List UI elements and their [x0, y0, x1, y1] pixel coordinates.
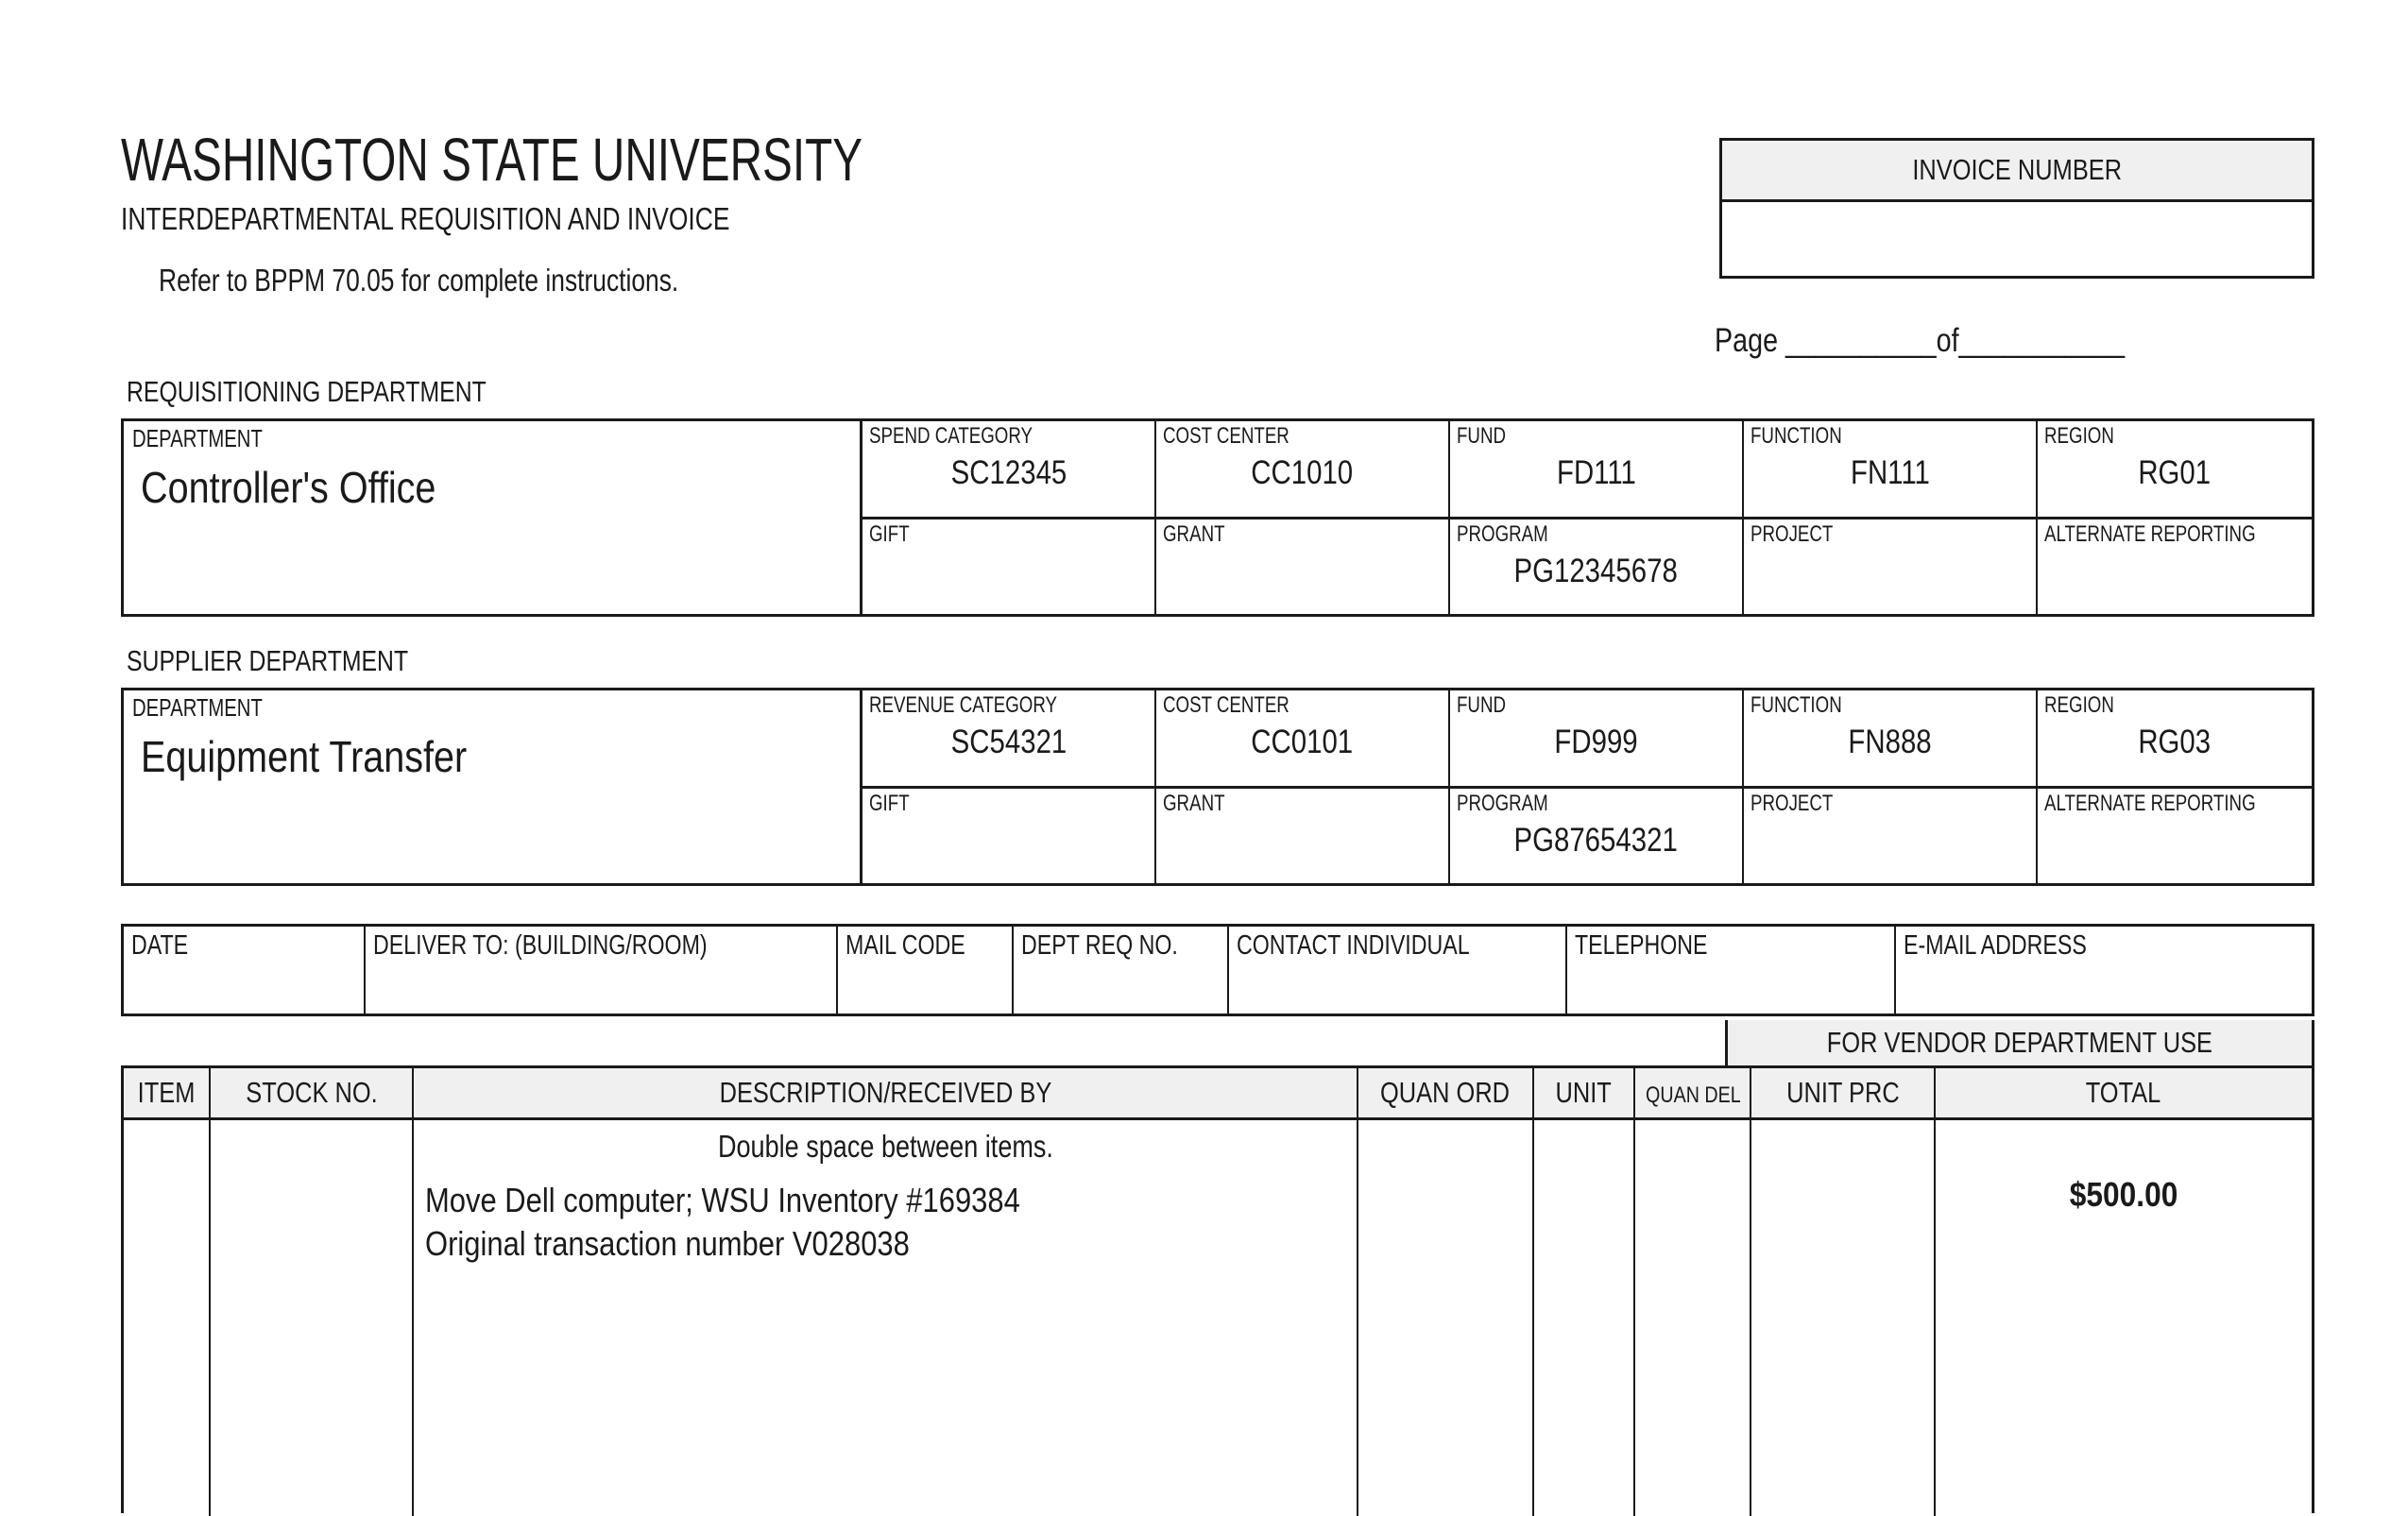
req-field-alternate-reporting[interactable] — [2038, 520, 2312, 615]
cell-total[interactable] — [1936, 1120, 2312, 1516]
req-field-region[interactable] — [2038, 421, 2312, 517]
cell-item[interactable] — [124, 1120, 211, 1516]
requisitioning-department-name-cell[interactable] — [124, 421, 862, 614]
column-header-unit: UNIT — [1534, 1068, 1635, 1117]
supplier-department-caption — [127, 645, 479, 677]
column-header-quan-ord: QUAN ORD — [1358, 1068, 1534, 1117]
supplier-department-value-text: Equipment Transfer — [141, 732, 468, 781]
sup-field-project-label: PROJECT — [1750, 790, 1834, 816]
req-field-fund-label: FUND — [1457, 423, 1506, 449]
field-date[interactable] — [124, 927, 366, 1014]
column-header-unit-prc: UNIT PRC — [1751, 1068, 1936, 1117]
sup-field-fund-value: FD999 — [1554, 724, 1638, 760]
req-field-program-value: PG12345678 — [1513, 552, 1679, 589]
sup-field-cost-center[interactable] — [1156, 690, 1450, 786]
field-deliver-to[interactable] — [366, 927, 838, 1014]
req-field-function-value: FN111 — [1850, 454, 1930, 491]
sup-field-fund[interactable] — [1450, 690, 1744, 786]
field-mail-code[interactable] — [838, 927, 1014, 1014]
field-contact-individual-label: CONTACT INDIVIDUAL — [1237, 930, 1470, 961]
req-field-spend-category[interactable] — [862, 421, 1156, 517]
supplier-department-label — [132, 693, 299, 722]
requisitioning-department-caption — [127, 376, 576, 408]
form-instructions — [159, 262, 1349, 299]
sup-field-function-value: FN888 — [1848, 724, 1932, 760]
req-field-project[interactable] — [1744, 520, 2038, 615]
requisitioning-department-table — [121, 418, 2314, 617]
invoice-number-label — [1722, 141, 2312, 202]
req-field-cost-center[interactable] — [1156, 421, 1450, 517]
req-field-spend-category-label: SPEND CATEGORY — [869, 423, 1033, 449]
sup-field-grant[interactable] — [1156, 789, 1450, 884]
sup-field-project[interactable] — [1744, 789, 2038, 884]
req-field-function[interactable] — [1744, 421, 2038, 517]
req-field-fund-value: FD111 — [1556, 454, 1636, 491]
req-field-gift[interactable] — [862, 520, 1156, 615]
req-field-program-label: PROGRAM — [1457, 520, 1548, 547]
sup-field-gift[interactable] — [862, 789, 1156, 884]
page-number-line-text: Page __________of___________ — [1715, 322, 2126, 359]
sup-field-cost-center-label: COST CENTER — [1163, 692, 1289, 718]
invoice-number-label-text: INVOICE NUMBER — [1912, 153, 2122, 186]
invoice-number-box — [1719, 138, 2314, 279]
field-deliver-to-label: DELIVER TO: (BUILDING/ROOM) — [373, 930, 708, 961]
line-item-table — [121, 1065, 2314, 1513]
supplier-department-table — [121, 688, 2314, 886]
sup-field-region-label: REGION — [2044, 692, 2114, 718]
req-field-project-value — [1744, 552, 2036, 591]
cell-quan-del[interactable] — [1635, 1120, 1751, 1516]
vendor-department-use-band — [1725, 1020, 2314, 1065]
sup-field-alternate-reporting-label: ALTERNATE REPORTING — [2044, 790, 2256, 816]
req-field-gift-value — [862, 552, 1154, 591]
field-email-address[interactable] — [1896, 927, 2312, 1014]
vendor-department-use-text: FOR VENDOR DEPARTMENT USE — [1826, 1026, 2213, 1059]
req-field-project-label: PROJECT — [1750, 520, 1834, 547]
req-field-spend-category-value: SC12345 — [950, 454, 1067, 491]
cell-unit-prc[interactable] — [1751, 1120, 1936, 1516]
sup-field-gift-label: GIFT — [869, 790, 910, 816]
page-number-line[interactable] — [1715, 322, 2214, 360]
cell-quan-ord[interactable] — [1358, 1120, 1534, 1516]
req-field-grant[interactable] — [1156, 520, 1450, 615]
req-field-region-label: REGION — [2044, 423, 2114, 449]
document-header — [121, 128, 1349, 299]
field-dept-req-no-label: DEPT REQ NO. — [1021, 930, 1178, 961]
sup-field-revenue-category-value: SC54321 — [950, 724, 1067, 760]
column-header-total: TOTAL — [2086, 1076, 2161, 1109]
column-header-description: DESCRIPTION/RECEIVED BY — [414, 1068, 1358, 1117]
sup-field-program[interactable] — [1450, 789, 1744, 884]
req-field-alternate-reporting-label: ALTERNATE REPORTING — [2044, 520, 2256, 547]
supplier-department-caption-text: SUPPLIER DEPARTMENT — [127, 644, 409, 677]
req-field-function-label: FUNCTION — [1750, 423, 1842, 449]
column-header-quan-del: QUAN DEL — [1635, 1068, 1751, 1117]
sup-field-function-label: FUNCTION — [1750, 692, 1842, 718]
invoice-number-field[interactable] — [1722, 202, 2312, 276]
field-dept-req-no[interactable] — [1014, 927, 1229, 1014]
cell-stock-no[interactable] — [211, 1120, 414, 1516]
form-title — [121, 200, 1349, 238]
description-note: Double space between items. — [717, 1129, 1053, 1164]
supplier-department-label-text: DEPARTMENT — [132, 693, 263, 722]
description-line-1: Move Dell computer; WSU Inventory #169384 — [425, 1181, 1020, 1219]
field-mail-code-label: MAIL CODE — [845, 930, 965, 961]
req-field-gift-label: GIFT — [869, 520, 910, 547]
sup-field-alternate-reporting-value — [2038, 821, 2312, 860]
sup-field-project-value — [1744, 821, 2036, 860]
requisitioning-department-label-text: DEPARTMENT — [132, 424, 263, 452]
field-telephone-label: TELEPHONE — [1575, 930, 1708, 961]
sup-field-alternate-reporting[interactable] — [2038, 789, 2312, 884]
sup-field-program-label: PROGRAM — [1457, 790, 1548, 816]
req-field-cost-center-value: CC1010 — [1251, 454, 1354, 491]
req-field-fund[interactable] — [1450, 421, 1744, 517]
description-line-2: Original transaction number V028038 — [425, 1224, 910, 1263]
sup-field-grant-value — [1156, 821, 1448, 860]
cell-description[interactable] — [414, 1120, 1358, 1516]
req-field-grant-value — [1156, 552, 1448, 591]
req-field-region-value: RG01 — [2138, 454, 2212, 491]
field-contact-individual[interactable] — [1229, 927, 1567, 1014]
university-title — [121, 126, 1349, 194]
supplier-department-name-cell[interactable] — [124, 690, 862, 883]
column-header-stock-no: STOCK NO. — [211, 1068, 414, 1117]
req-field-alternate-reporting-value — [2038, 552, 2312, 591]
sup-field-function[interactable] — [1744, 690, 2038, 786]
sup-field-region-value: RG03 — [2138, 724, 2212, 760]
sup-field-region[interactable] — [2038, 690, 2312, 786]
line-item-table-header — [124, 1068, 2312, 1120]
sup-field-gift-value — [862, 821, 1154, 860]
requisitioning-department-caption-text: REQUISITIONING DEPARTMENT — [127, 375, 487, 408]
requisitioning-department-value-text: Controller's Office — [141, 463, 436, 512]
sup-field-grant-label: GRANT — [1163, 790, 1225, 816]
form-title-text: INTERDEPARTMENTAL REQUISITION AND INVOICE — [121, 201, 730, 236]
field-date-label: DATE — [131, 930, 189, 961]
sup-field-revenue-category-label: REVENUE CATEGORY — [869, 692, 1058, 718]
req-field-program[interactable] — [1450, 520, 1744, 615]
requisitioning-department-value — [141, 461, 484, 514]
description-text — [425, 1179, 1117, 1266]
sup-field-program-value: PG87654321 — [1513, 821, 1679, 859]
line-item-table-body — [124, 1120, 2312, 1516]
form-instructions-text: Refer to BPPM 70.05 for complete instructions. — [159, 263, 679, 298]
university-title-text: WASHINGTON STATE UNIVERSITY — [121, 126, 863, 194]
req-field-cost-center-label: COST CENTER — [1163, 423, 1289, 449]
field-telephone[interactable] — [1567, 927, 1896, 1014]
supplier-department-value — [141, 730, 520, 783]
sup-field-cost-center-value: CC0101 — [1251, 724, 1354, 760]
req-field-grant-label: GRANT — [1163, 520, 1225, 547]
field-email-address-label: E-MAIL ADDRESS — [1904, 930, 2087, 961]
sup-field-fund-label: FUND — [1457, 692, 1506, 718]
cell-unit[interactable] — [1534, 1120, 1635, 1516]
sup-field-revenue-category[interactable] — [862, 690, 1156, 786]
total-amount: $500.00 — [2069, 1175, 2178, 1214]
requisitioning-department-label — [132, 424, 299, 452]
column-header-item: ITEM — [124, 1068, 211, 1117]
delivery-info-row — [121, 924, 2314, 1016]
